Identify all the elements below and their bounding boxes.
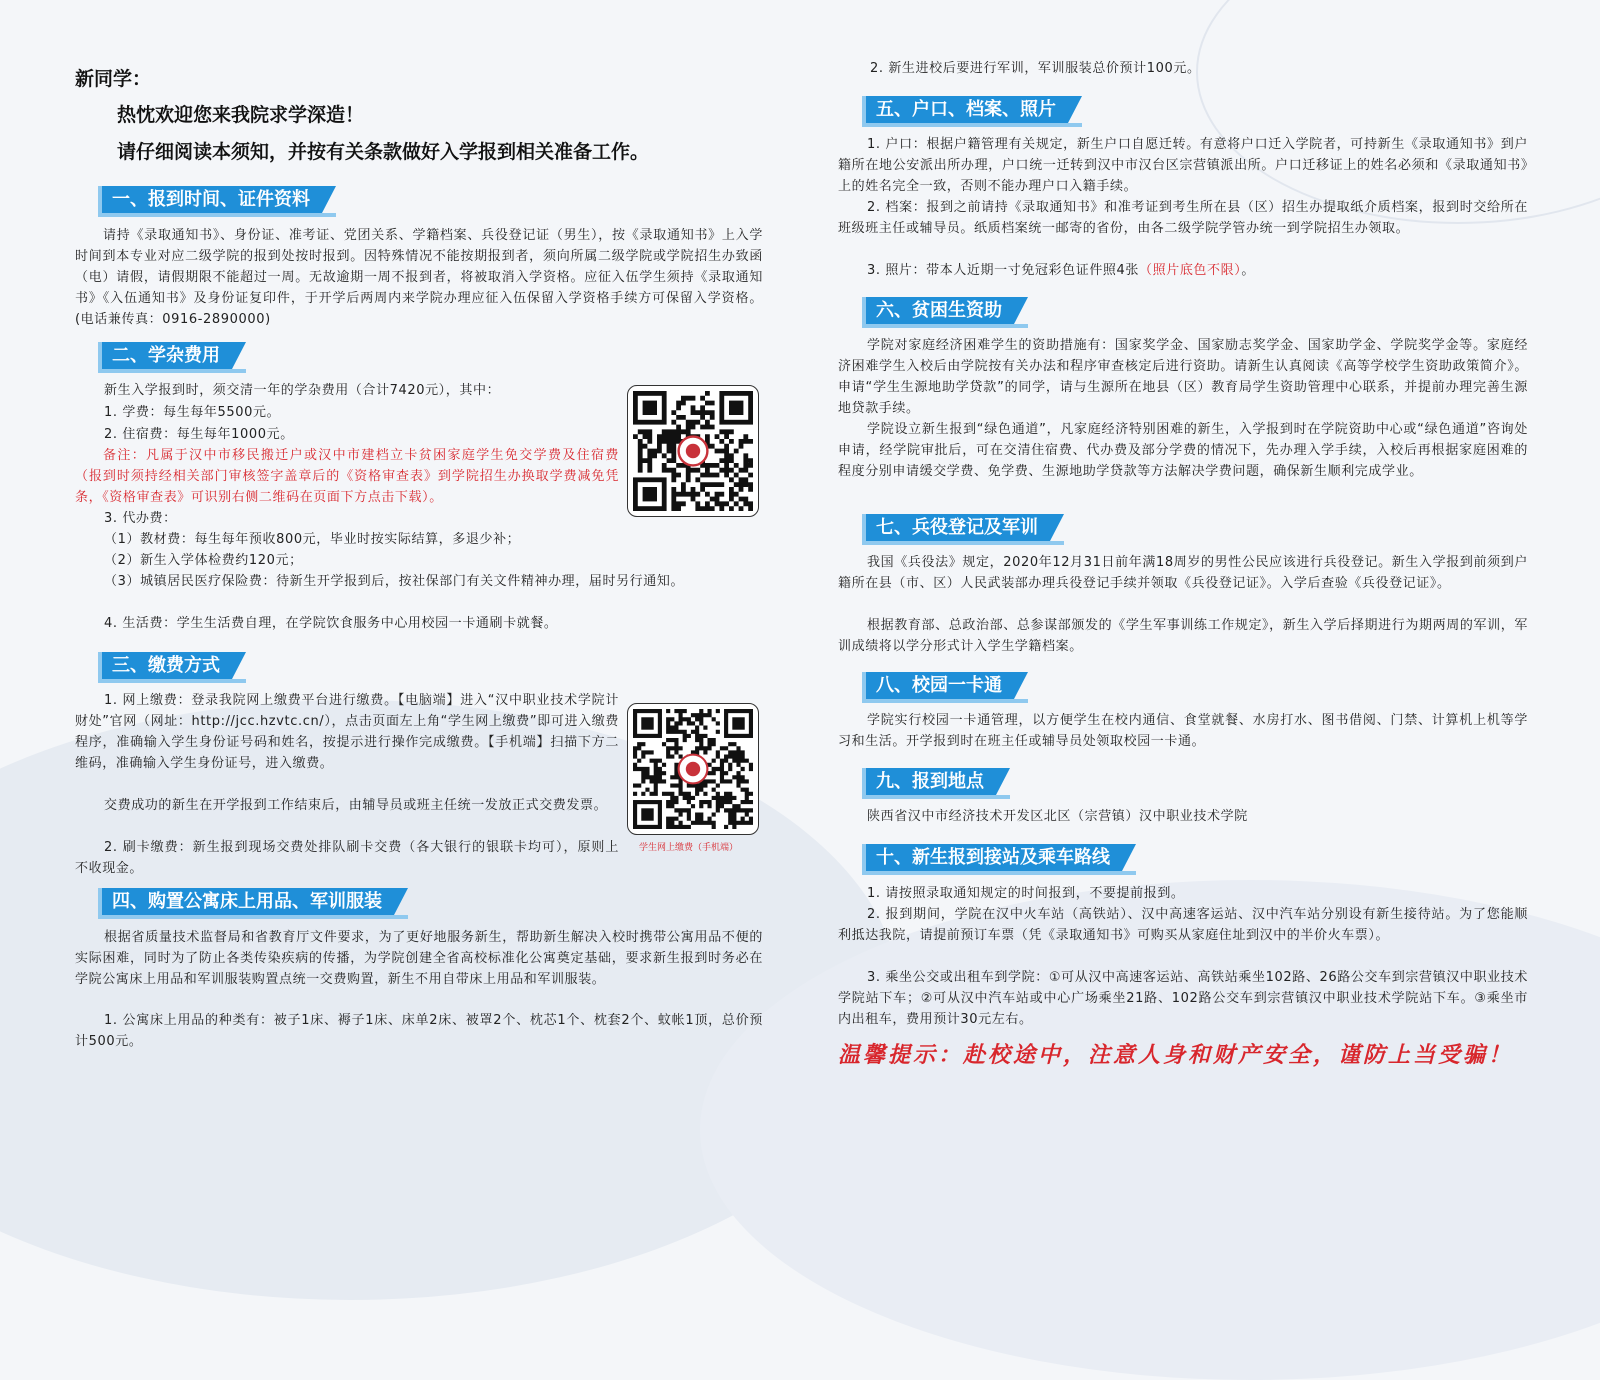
fees-insurance: （3）城镇居民医疗保险费：待新生开学报到后，按社保部门有关文件精神办理，届时另行通知。: [104, 574, 685, 589]
uniform-cost: 2. 新生进校后要进行军训，军训服装总价预计100元。: [870, 61, 1201, 76]
section-heading-route: 十、新生报到接站及乘车路线: [866, 844, 1122, 871]
registration-text: 请持《录取通知书》、身份证、准考证、党团关系、学籍档案、兵役登记证（男生），按《录取通知书》上入学时间到本专业对应二级学院的报到处按时报到。因特殊情况不能按期报到者，须向所属二级学院或学院招生办致函（电）请假，请假期限不能超过一周。无故逾期一周不报到者，将被取消入学资格。应征入伍学生须持《录取通知书》《入伍通知书》及身份证复印件，于开学后两周内来学院办理应征入伍保留入学资格手续方可保留入学资格。(电话兼传真：0916-2890000): [75, 228, 763, 327]
qr-caption: 学生网上缴费（手机端）: [639, 843, 739, 853]
qr-code-icon: [633, 391, 753, 511]
section-heading-bedding: 四、购置公寓床上用品、军训服装: [102, 888, 394, 915]
section-heading-location: 九、报到地点: [866, 768, 996, 795]
military-registration: 我国《兵役法》规定，2020年12月31日前年满18周岁的男性公民应该进行兵役登记。新生入学报到前须到户籍所在县（市、区）人民武装部办理兵役登记手续并领取《兵役登记证》。入学后查验《兵役登记证》。: [838, 555, 1528, 591]
military-training: 根据教育部、总政治部、总参谋部颁发的《学生军事训练工作规定》，新生入学后择期进行为期两周的军训，军训成绩将以学分形式计入学生学籍档案。: [838, 618, 1528, 654]
archive-text: 2. 档案：报到之前请持《录取通知书》和准考证到考生所在县（区）招生办提取纸介质档案，报到时交给所在班级班主任或辅导员。纸质档案统一邮寄的省份，由各二级学院学管办统一到学院招生办领取。: [838, 200, 1528, 236]
qualification-form-qr-code[interactable]: [627, 385, 759, 517]
route-item-1: 1. 请按照录取通知规定的时间报到，不要提前报到。: [867, 886, 1185, 901]
fees-checkup: （2）新生入学体检费约120元；: [104, 553, 303, 568]
section-heading-fees: 二、学杂费用: [102, 342, 232, 369]
location-text: 陕西省汉中市经济技术开发区北区（宗营镇）汉中职业技术学院: [867, 809, 1248, 824]
campus-card-text: 学院实行校园一卡通管理，以方便学生在校内通信、食堂就餐、水房打水、图书借阅、门禁、计算机上机等学习和生活。开学报到时在班主任或辅导员处领取校园一卡通。: [838, 713, 1528, 749]
welcome-text: 热忱欢迎您来我院求学深造！: [117, 104, 365, 126]
aid-measures: 学院对家庭经济困难学生的资助措施有：国家奖学金、国家励志奖学金、国家助学金、学院奖学金等。家庭经济困难学生入校后由学院按有关办法和程序审查核定后进行资助。请新生认真阅读《高等学校学生资助政策简介》。申请“学生生源地助学贷款”的同学，请与生源所在地县（区）教育局学生资助管理中心联系，并提前办理完善生源地贷款手续。: [838, 338, 1528, 416]
section-heading-aid: 六、贫困生资助: [866, 297, 1014, 324]
fees-lodging: 2. 住宿费：每生每年1000元。: [104, 427, 294, 442]
section-heading-payment: 三、缴费方式: [102, 652, 232, 679]
fees-exemption-note: 备注：凡属于汉中市移民搬迁户或汉中市建档立卡贫困家庭学生免交学费及住宿费（报到时须持经相关部门审核签字盖章后的《资格审查表》到学院招生办换取学费减免凭条，《资格审查表》可识别右侧二维码在页面下方点击下载）。: [75, 448, 619, 505]
photo-text: 3. 照片：带本人近期一寸免冠彩色证件照4张（照片底色不限）。: [867, 263, 1255, 278]
mobile-payment-qr-code[interactable]: [627, 703, 759, 835]
route-item-2: 2. 报到期间，学院在汉中火车站（高铁站）、汉中高速客运站、汉中汽车站分别设有新生接待站。为了您能顺利抵达我院，请提前预订车票（凭《录取通知书》可购买从家庭住址到汉中的半价火车票）。: [838, 907, 1528, 943]
instruction-text: 请仔细阅读本须知，并按有关条款做好入学报到相关准备工作。: [117, 141, 650, 163]
fees-tuition: 1. 学费：每生每年5500元。: [104, 405, 281, 420]
aid-green-channel: 学院设立新生报到“绿色通道”，凡家庭经济特别困难的新生，入学报到时在学院资助中心或“绿色通道”咨询处申请，经学院审批后，可在交清住宿费、代办费及部分学费的情况下，先办理入学手续，入校后再根据家庭困难的程度分别申请缓交学费、免学费、生源地助学贷款等方法解决学费问题，确保新生顺利完成学业。: [838, 422, 1528, 479]
safety-notice: 温馨提示：赴校途中，注意人身和财产安全，谨防上当受骗！: [838, 1043, 1514, 1068]
qr-code-icon: [633, 709, 753, 829]
bedding-text: 根据省质量技术监督局和省教育厅文件要求，为了更好地服务新生，帮助新生解决入校时携带公寓用品不便的实际困难，同时为了防止各类传染疾病的传播，为学院创建全省高校标准化公寓奠定基础，要求新生报到时务必在学院公寓床上用品和军训服装购置点统一交费购置，新生不用自带床上用品和军训服装。: [75, 930, 763, 987]
section-heading-campus-card: 八、校园一卡通: [866, 672, 1014, 699]
section-heading-registration: 一、报到时间、证件资料: [102, 186, 322, 213]
fees-agency: 3. 代办费：: [104, 511, 177, 526]
hukou-text: 1. 户口：根据户籍管理有关规定，新生户口自愿迁转。有意将户口迁入学院者，可持新生《录取通知书》到户籍所在地公安派出所办理，户口统一迁转到汉中市汉台区宗营镇派出所。户口迁移证上的姓名必须和《录取通知书》上的姓名完全一致，否则不能办理户口入籍手续。: [838, 137, 1528, 194]
payment-online: 1. 网上缴费：登录我院网上缴费平台进行缴费。【电脑端】进入“汉中职业技术学院计财处”官网（网址：http://jcc.hzvtc.cn/），点击页面左上角“学生网上缴费”即可进入缴费程序，准确输入学生身份证号码和姓名，按提示进行操作完成缴费。【手机端】扫描下方二维码，准确输入学生身份证号，进入缴费。: [75, 693, 619, 771]
payment-card: 2. 刷卡缴费：新生报到现场交费处排队刷卡交费（各大银行的银联卡均可），原则上不收现金。: [75, 840, 619, 876]
fees-textbook: （1）教材费：每生每年预收800元，毕业时按实际结算，多退少补；: [104, 532, 521, 547]
section-heading-military: 七、兵役登记及军训: [866, 514, 1050, 541]
bedding-items: 1. 公寓床上用品的种类有：被子1床、褥子1床、床单2床、被罩2个、枕芯1个、枕套2个、蚊帐1顶，总价预计500元。: [75, 1013, 763, 1049]
section-heading-hukou: 五、户口、档案、照片: [866, 96, 1068, 123]
salutation: 新同学：: [75, 68, 152, 90]
fees-living: 4. 生活费：学生生活费自理，在学院饮食服务中心用校园一卡通刷卡就餐。: [104, 616, 558, 631]
route-item-3: 3. 乘坐公交或出租车到学院：①可从汉中高速客运站、高铁站乘坐102路、26路公交车到宗营镇汉中职业技术学院站下车；②可从汉中汽车站或中心广场乘坐21路、102路公交车到宗营镇汉中职业技术学院站下车。③乘坐市内出租车，费用预计30元左右。: [838, 970, 1528, 1027]
payment-invoice: 交费成功的新生在开学报到工作结束后，由辅导员或班主任统一发放正式交费发票。: [104, 798, 608, 813]
photo-note: （照片底色不限）: [1139, 263, 1242, 278]
fees-intro: 新生入学报到时，须交清一年的学杂费用（合计7420元），其中：: [104, 383, 501, 398]
